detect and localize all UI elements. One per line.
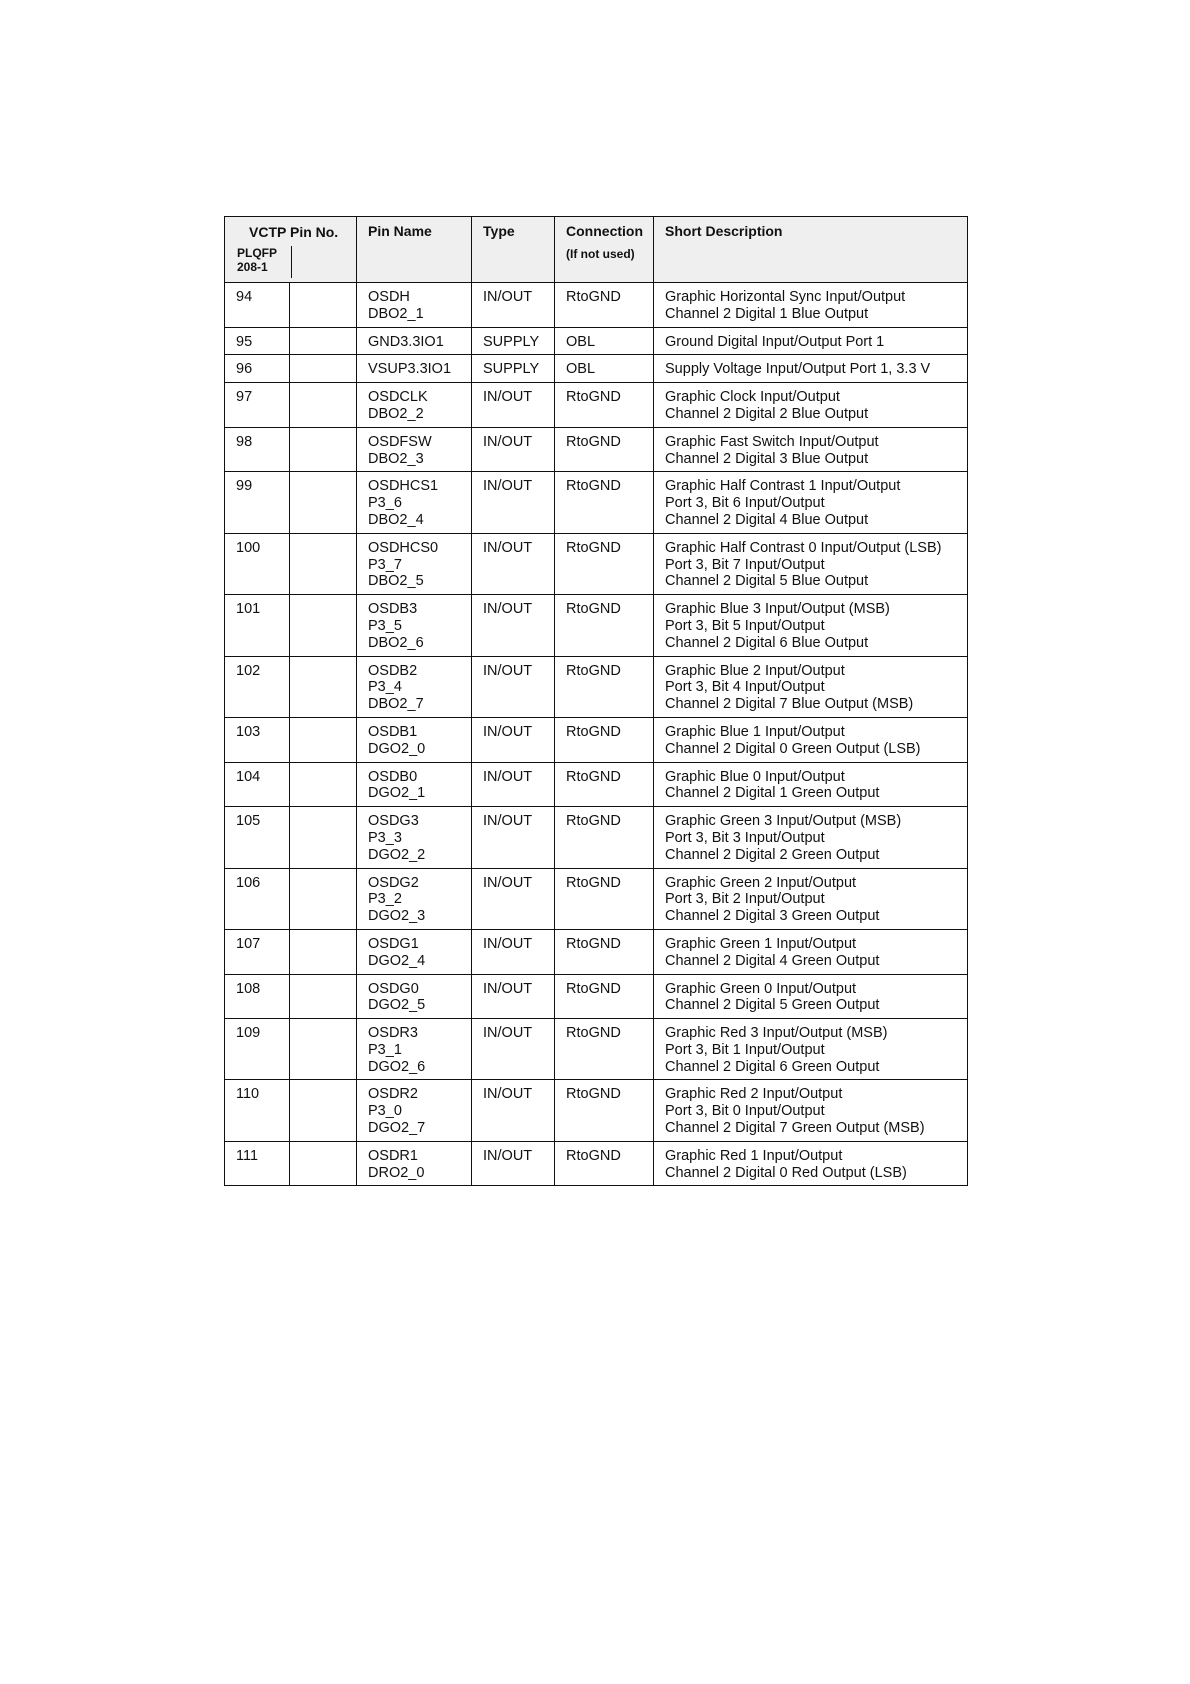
description-line: Channel 2 Digital 3 Blue Output bbox=[665, 450, 869, 467]
description-line: Channel 2 Digital 7 Green Output (MSB) bbox=[665, 1120, 925, 1137]
package-pin-cell bbox=[290, 762, 357, 807]
pin-name: OSDHCS0 bbox=[368, 539, 439, 556]
pin-name-cell bbox=[357, 533, 472, 594]
connection-cell bbox=[555, 595, 654, 656]
description-cell bbox=[654, 533, 968, 594]
pin-name: P3_3 bbox=[368, 829, 402, 846]
connection-cell bbox=[555, 283, 654, 328]
pin-name: OSDB1 bbox=[368, 723, 418, 740]
description-line: Graphic Green 2 Input/Output bbox=[665, 874, 857, 891]
header-vctp-pin-no bbox=[225, 217, 357, 283]
description-line: Channel 2 Digital 4 Green Output bbox=[665, 952, 880, 969]
pin-type: IN/OUT bbox=[483, 478, 533, 495]
table-row bbox=[225, 355, 968, 383]
type-cell bbox=[472, 868, 555, 929]
pin-number: 98 bbox=[236, 433, 253, 450]
pin-name: DGO2_7 bbox=[368, 1120, 426, 1137]
pin-number-cell bbox=[225, 427, 290, 472]
description-line: Channel 2 Digital 1 Green Output bbox=[665, 785, 880, 802]
type-cell bbox=[472, 1019, 555, 1080]
pin-type: IN/OUT bbox=[483, 1147, 533, 1164]
pin-number: 107 bbox=[236, 935, 261, 952]
pin-name: P3_6 bbox=[368, 495, 402, 512]
pin-name: OSDG3 bbox=[368, 813, 419, 830]
description-line: Port 3, Bit 3 Input/Output bbox=[665, 829, 825, 846]
package-pin-cell bbox=[290, 427, 357, 472]
connection-cell bbox=[555, 355, 654, 383]
package-pin-cell bbox=[290, 717, 357, 762]
pin-type: IN/OUT bbox=[483, 980, 533, 997]
connection-cell bbox=[555, 1080, 654, 1141]
pin-name: DBO2_1 bbox=[368, 305, 424, 322]
pin-connection: RtoGND bbox=[566, 289, 621, 305]
pin-type: IN/OUT bbox=[483, 601, 533, 618]
description-cell bbox=[654, 656, 968, 717]
pin-number-cell bbox=[225, 717, 290, 762]
description-line: Port 3, Bit 0 Input/Output bbox=[665, 1103, 825, 1120]
description-line: Supply Voltage Input/Output Port 1, 3.3 V bbox=[665, 361, 931, 378]
table-row bbox=[225, 595, 968, 656]
pin-type: IN/OUT bbox=[483, 813, 533, 830]
pin-number: 99 bbox=[236, 478, 253, 495]
pin-number-cell bbox=[225, 595, 290, 656]
table-row bbox=[225, 1019, 968, 1080]
pin-name: P3_7 bbox=[368, 556, 402, 573]
header-connection bbox=[555, 217, 654, 283]
pin-number: 97 bbox=[236, 389, 253, 406]
description-line: Graphic Half Contrast 1 Input/Output bbox=[665, 478, 901, 495]
pin-name-cell bbox=[357, 929, 472, 974]
pin-name: GND3.3IO1 bbox=[368, 333, 444, 350]
pin-number-cell bbox=[225, 1080, 290, 1141]
pin-name: OSDG1 bbox=[368, 935, 419, 952]
pin-name-cell bbox=[357, 762, 472, 807]
type-cell bbox=[472, 472, 555, 533]
pin-type: SUPPLY bbox=[483, 361, 540, 378]
pin-number-cell bbox=[225, 656, 290, 717]
type-cell bbox=[472, 355, 555, 383]
pin-name: DBO2_7 bbox=[368, 696, 424, 713]
package-pin-cell bbox=[290, 1080, 357, 1141]
pin-name: P3_2 bbox=[368, 891, 402, 908]
table-row bbox=[225, 327, 968, 355]
pin-type: IN/OUT bbox=[483, 723, 533, 740]
description-line: Graphic Horizontal Sync Input/Output bbox=[665, 289, 906, 305]
package-pin-cell bbox=[290, 327, 357, 355]
table-row bbox=[225, 656, 968, 717]
description-cell bbox=[654, 717, 968, 762]
package-pin-cell bbox=[290, 974, 357, 1019]
pin-name: OSDR2 bbox=[368, 1086, 418, 1103]
pin-type: IN/OUT bbox=[483, 662, 533, 679]
table-row bbox=[225, 283, 968, 328]
description-cell bbox=[654, 472, 968, 533]
type-cell bbox=[472, 974, 555, 1019]
description-cell bbox=[654, 383, 968, 428]
pin-name: DBO2_4 bbox=[368, 511, 424, 528]
pin-name-cell bbox=[357, 383, 472, 428]
pin-connection: RtoGND bbox=[566, 723, 621, 740]
type-cell bbox=[472, 807, 555, 868]
package-pin-cell bbox=[290, 283, 357, 328]
type-cell bbox=[472, 595, 555, 656]
pin-number: 100 bbox=[236, 539, 261, 556]
description-line: Channel 2 Digital 6 Green Output bbox=[665, 1058, 880, 1075]
description-line: Channel 2 Digital 4 Blue Output bbox=[665, 511, 869, 528]
pin-type: IN/OUT bbox=[483, 935, 533, 952]
pin-name: P3_0 bbox=[368, 1103, 402, 1120]
description-line: Channel 2 Digital 5 Blue Output bbox=[665, 573, 869, 590]
table-row bbox=[225, 383, 968, 428]
pin-name: DGO2_0 bbox=[368, 740, 426, 757]
package-pin-cell bbox=[290, 472, 357, 533]
description-line: Graphic Green 3 Input/Output (MSB) bbox=[665, 813, 902, 830]
description-line: Graphic Blue 3 Input/Output (MSB) bbox=[665, 601, 890, 618]
description-line: Channel 2 Digital 6 Blue Output bbox=[665, 634, 869, 651]
pin-name: DBO2_6 bbox=[368, 634, 424, 651]
pin-type: IN/OUT bbox=[483, 874, 533, 891]
header-vctp-title: VCTP Pin No. bbox=[249, 224, 339, 240]
header-pin-name-label: Pin Name bbox=[368, 223, 432, 239]
description-line: Graphic Green 0 Input/Output bbox=[665, 980, 857, 997]
pin-description-table bbox=[224, 216, 968, 1186]
connection-cell bbox=[555, 427, 654, 472]
connection-cell bbox=[555, 807, 654, 868]
type-cell bbox=[472, 1141, 555, 1186]
pin-number: 95 bbox=[236, 333, 253, 350]
pin-name: DBO2_2 bbox=[368, 405, 424, 422]
table-row bbox=[225, 717, 968, 762]
pin-type: IN/OUT bbox=[483, 768, 533, 785]
pin-type: IN/OUT bbox=[483, 389, 533, 406]
pin-name: OSDR3 bbox=[368, 1025, 418, 1042]
description-line: Graphic Green 1 Input/Output bbox=[665, 935, 857, 952]
header-short-description bbox=[654, 217, 968, 283]
pin-name-cell bbox=[357, 355, 472, 383]
pin-name-cell bbox=[357, 472, 472, 533]
description-cell bbox=[654, 327, 968, 355]
description-line: Port 3, Bit 6 Input/Output bbox=[665, 495, 825, 512]
description-cell bbox=[654, 1141, 968, 1186]
description-line: Channel 2 Digital 5 Green Output bbox=[665, 997, 880, 1014]
connection-cell bbox=[555, 717, 654, 762]
package-pin-cell bbox=[290, 383, 357, 428]
pin-connection: RtoGND bbox=[566, 1086, 621, 1103]
package-pin-cell bbox=[290, 533, 357, 594]
pin-type: IN/OUT bbox=[483, 1025, 533, 1042]
description-line: Graphic Blue 1 Input/Output bbox=[665, 723, 845, 740]
pin-name-cell bbox=[357, 1141, 472, 1186]
table-row bbox=[225, 1080, 968, 1141]
connection-cell bbox=[555, 762, 654, 807]
pin-name: DGO2_3 bbox=[368, 908, 426, 925]
description-line: Graphic Red 2 Input/Output bbox=[665, 1086, 843, 1103]
description-line: Channel 2 Digital 2 Blue Output bbox=[665, 405, 869, 422]
type-cell bbox=[472, 383, 555, 428]
pin-number: 94 bbox=[236, 289, 253, 305]
pin-number-cell bbox=[225, 974, 290, 1019]
connection-cell bbox=[555, 1019, 654, 1080]
pin-number: 104 bbox=[236, 768, 261, 785]
connection-cell bbox=[555, 533, 654, 594]
pin-number-cell bbox=[225, 327, 290, 355]
pin-connection: RtoGND bbox=[566, 389, 621, 406]
description-line: Graphic Blue 2 Input/Output bbox=[665, 662, 845, 679]
description-line: Channel 2 Digital 2 Green Output bbox=[665, 846, 880, 863]
description-cell bbox=[654, 1019, 968, 1080]
pin-number-cell bbox=[225, 533, 290, 594]
pin-name-cell bbox=[357, 1019, 472, 1080]
pin-name: OSDHCS1 bbox=[368, 478, 439, 495]
table-row bbox=[225, 807, 968, 868]
pin-name: DGO2_2 bbox=[368, 846, 426, 863]
pin-name-cell bbox=[357, 807, 472, 868]
package-pin-cell bbox=[290, 929, 357, 974]
pin-number-cell bbox=[225, 472, 290, 533]
type-cell bbox=[472, 762, 555, 807]
pin-name: DGO2_5 bbox=[368, 997, 426, 1014]
pin-number-cell bbox=[225, 868, 290, 929]
description-line: Port 3, Bit 7 Input/Output bbox=[665, 556, 825, 573]
description-line: Ground Digital Input/Output Port 1 bbox=[665, 333, 885, 350]
table-row bbox=[225, 974, 968, 1019]
description-cell bbox=[654, 355, 968, 383]
pin-name: OSDCLK bbox=[368, 389, 428, 406]
description-cell bbox=[654, 807, 968, 868]
pin-number: 102 bbox=[236, 662, 261, 679]
table-row bbox=[225, 929, 968, 974]
table-row bbox=[225, 762, 968, 807]
package-pin-cell bbox=[290, 868, 357, 929]
package-pin-cell bbox=[290, 656, 357, 717]
pin-connection: RtoGND bbox=[566, 433, 621, 450]
description-line: Channel 2 Digital 7 Blue Output (MSB) bbox=[665, 696, 914, 713]
pin-name-cell bbox=[357, 283, 472, 328]
description-cell bbox=[654, 762, 968, 807]
description-cell bbox=[654, 283, 968, 328]
pin-number: 105 bbox=[236, 813, 261, 830]
pin-number: 108 bbox=[236, 980, 261, 997]
pin-number: 101 bbox=[236, 601, 261, 618]
description-line: Port 3, Bit 5 Input/Output bbox=[665, 617, 825, 634]
connection-cell bbox=[555, 656, 654, 717]
pin-type: IN/OUT bbox=[483, 539, 533, 556]
pin-name: P3_4 bbox=[368, 679, 402, 696]
pin-name: DRO2_0 bbox=[368, 1164, 425, 1181]
pin-name: OSDG0 bbox=[368, 980, 419, 997]
table-body bbox=[225, 283, 968, 1186]
connection-cell bbox=[555, 974, 654, 1019]
type-cell bbox=[472, 427, 555, 472]
pin-number-cell bbox=[225, 762, 290, 807]
pin-name: DGO2_1 bbox=[368, 785, 426, 802]
pin-name: OSDR1 bbox=[368, 1147, 418, 1164]
table-header-row bbox=[225, 217, 968, 283]
description-line: Port 3, Bit 1 Input/Output bbox=[665, 1041, 825, 1058]
description-cell bbox=[654, 595, 968, 656]
type-cell bbox=[472, 1080, 555, 1141]
description-cell bbox=[654, 427, 968, 472]
description-cell bbox=[654, 974, 968, 1019]
pin-type: IN/OUT bbox=[483, 1086, 533, 1103]
connection-cell bbox=[555, 1141, 654, 1186]
description-line: Graphic Half Contrast 0 Input/Output (LSB) bbox=[665, 539, 942, 556]
package-pin-cell bbox=[290, 1141, 357, 1186]
pin-name: OSDFSW bbox=[368, 433, 432, 450]
pin-name: P3_5 bbox=[368, 617, 402, 634]
pin-number: 96 bbox=[236, 361, 253, 378]
pin-number: 103 bbox=[236, 723, 261, 740]
pin-number: 106 bbox=[236, 874, 261, 891]
connection-cell bbox=[555, 327, 654, 355]
pin-number-cell bbox=[225, 283, 290, 328]
pin-name: DBO2_3 bbox=[368, 450, 424, 467]
description-line: Channel 2 Digital 0 Red Output (LSB) bbox=[665, 1164, 907, 1181]
pin-number-cell bbox=[225, 1141, 290, 1186]
pin-connection: OBL bbox=[566, 333, 596, 350]
package-pin-cell bbox=[290, 595, 357, 656]
package-pin-cell bbox=[290, 355, 357, 383]
connection-cell bbox=[555, 929, 654, 974]
pin-number-cell bbox=[225, 355, 290, 383]
pin-number: 110 bbox=[236, 1086, 260, 1103]
pin-number-cell bbox=[225, 929, 290, 974]
connection-cell bbox=[555, 472, 654, 533]
pin-connection: OBL bbox=[566, 361, 596, 378]
package-pin-cell bbox=[290, 1019, 357, 1080]
description-line: Port 3, Bit 4 Input/Output bbox=[665, 679, 825, 696]
header-package: PLQFP 208-1 bbox=[225, 246, 292, 278]
pin-connection: RtoGND bbox=[566, 539, 621, 556]
pin-name-cell bbox=[357, 595, 472, 656]
type-cell bbox=[472, 929, 555, 974]
pin-name: OSDB0 bbox=[368, 768, 418, 785]
connection-cell bbox=[555, 868, 654, 929]
header-short-description-label: Short Description bbox=[665, 223, 783, 239]
header-type bbox=[472, 217, 555, 283]
table-row bbox=[225, 1141, 968, 1186]
type-cell bbox=[472, 283, 555, 328]
pin-name: DGO2_4 bbox=[368, 952, 426, 969]
connection-cell bbox=[555, 383, 654, 428]
pin-number-cell bbox=[225, 383, 290, 428]
pin-name-cell bbox=[357, 1080, 472, 1141]
table-row bbox=[225, 427, 968, 472]
type-cell bbox=[472, 717, 555, 762]
type-cell bbox=[472, 656, 555, 717]
package-pin-cell bbox=[290, 807, 357, 868]
description-line: Graphic Clock Input/Output bbox=[665, 389, 840, 406]
table-row bbox=[225, 533, 968, 594]
pin-name: OSDG2 bbox=[368, 874, 419, 891]
pin-connection: RtoGND bbox=[566, 662, 621, 679]
description-line: Channel 2 Digital 3 Green Output bbox=[665, 908, 880, 925]
pin-name: VSUP3.3IO1 bbox=[368, 361, 452, 378]
description-cell bbox=[654, 929, 968, 974]
pin-name-cell bbox=[357, 717, 472, 762]
pin-connection: RtoGND bbox=[566, 601, 621, 618]
pin-connection: RtoGND bbox=[566, 874, 621, 891]
description-line: Channel 2 Digital 1 Blue Output bbox=[665, 305, 869, 322]
pin-connection: RtoGND bbox=[566, 1025, 621, 1042]
table-row bbox=[225, 868, 968, 929]
pin-name: OSDB3 bbox=[368, 601, 418, 618]
pin-connection: RtoGND bbox=[566, 768, 621, 785]
pin-name: DGO2_6 bbox=[368, 1058, 426, 1075]
pin-connection: RtoGND bbox=[566, 980, 621, 997]
description-line: Graphic Blue 0 Input/Output bbox=[665, 768, 845, 785]
table-row bbox=[225, 472, 968, 533]
description-line: Graphic Red 1 Input/Output bbox=[665, 1147, 843, 1164]
pin-number: 109 bbox=[236, 1025, 261, 1042]
pin-connection: RtoGND bbox=[566, 1147, 621, 1164]
pin-type: IN/OUT bbox=[483, 289, 533, 305]
pin-name-cell bbox=[357, 974, 472, 1019]
description-cell bbox=[654, 1080, 968, 1141]
pin-number-cell bbox=[225, 807, 290, 868]
header-type-label: Type bbox=[483, 223, 515, 239]
pin-name-cell bbox=[357, 868, 472, 929]
type-cell bbox=[472, 327, 555, 355]
pin-type: IN/OUT bbox=[483, 433, 533, 450]
header-pin-name bbox=[357, 217, 472, 283]
pin-name: OSDH bbox=[368, 289, 410, 305]
pin-connection: RtoGND bbox=[566, 935, 621, 952]
pin-connection: RtoGND bbox=[566, 478, 621, 495]
pin-name-cell bbox=[357, 327, 472, 355]
pin-name-cell bbox=[357, 427, 472, 472]
pin-type: SUPPLY bbox=[483, 333, 540, 350]
description-line: Graphic Red 3 Input/Output (MSB) bbox=[665, 1025, 888, 1042]
header-connection-label: Connection bbox=[566, 223, 644, 239]
pin-number-cell bbox=[225, 1019, 290, 1080]
pin-number: 111 bbox=[236, 1147, 259, 1164]
pin-name: OSDB2 bbox=[368, 662, 418, 679]
header-connection-note: (If not used) bbox=[566, 246, 635, 261]
pin-connection: RtoGND bbox=[566, 813, 621, 830]
type-cell bbox=[472, 533, 555, 594]
description-line: Graphic Fast Switch Input/Output bbox=[665, 433, 879, 450]
description-line: Channel 2 Digital 0 Green Output (LSB) bbox=[665, 740, 921, 757]
description-line: Port 3, Bit 2 Input/Output bbox=[665, 891, 825, 908]
description-cell bbox=[654, 868, 968, 929]
pin-name-cell bbox=[357, 656, 472, 717]
pin-name: DBO2_5 bbox=[368, 573, 424, 590]
pin-name: P3_1 bbox=[368, 1041, 402, 1058]
